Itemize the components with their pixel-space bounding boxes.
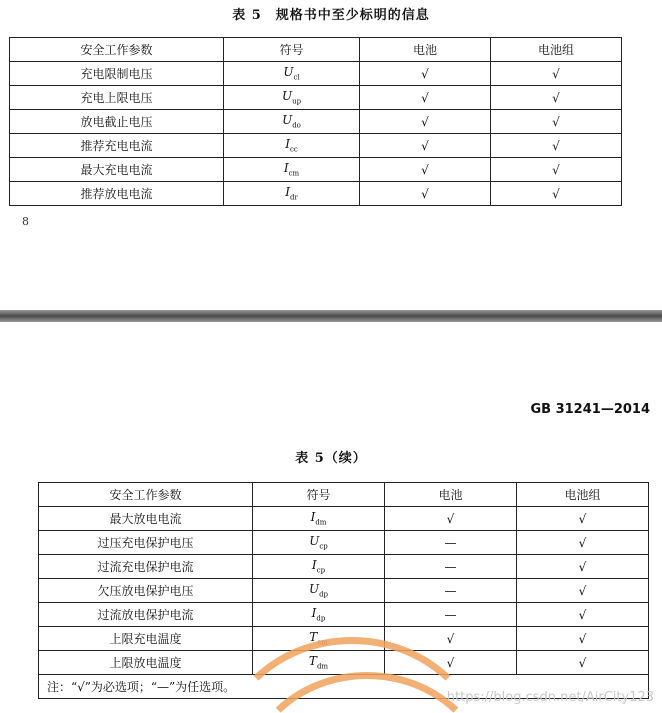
table-row [39,627,649,651]
document-page-bottom [0,322,662,713]
symbol-cell: $I_{cm}$ [224,158,360,182]
symbol-cell: $I_{cp}$ [253,555,385,579]
cell-mark: √ [385,651,517,675]
cell-mark: √ [360,62,491,86]
cell-mark: — [385,603,517,627]
pack-mark: √ [491,182,622,206]
pack-mark: √ [517,507,649,531]
table-row [39,555,649,579]
cell-mark: √ [385,627,517,651]
table-row [10,134,622,158]
page-number: 8 [22,215,29,228]
cell-mark: — [385,579,517,603]
cell-mark: √ [360,86,491,110]
param-cell: 过压充电保护电压 [39,531,253,555]
param-cell: 放电截止电压 [10,110,224,134]
pack-mark: √ [491,110,622,134]
table-row [10,86,622,110]
symbol-cell: $T_{cm}$ [253,627,385,651]
header-param: 安全工作参数 [39,483,253,507]
pack-mark: √ [517,555,649,579]
cell-mark: √ [360,110,491,134]
param-cell: 过流放电保护电流 [39,603,253,627]
header-pack: 电池组 [517,483,649,507]
table-row [10,158,622,182]
table-caption: 表 5 规格书中至少标明的信息 [232,8,430,23]
pack-mark: √ [517,651,649,675]
pack-mark: √ [491,86,622,110]
header-symbol: 符号 [224,38,360,62]
symbol-cell: $T_{dm}$ [253,651,385,675]
cell-mark: √ [360,158,491,182]
pack-mark: √ [517,603,649,627]
param-cell: 充电限制电压 [10,62,224,86]
param-cell: 过流充电保护电流 [39,555,253,579]
param-cell: 最大放电电流 [39,507,253,531]
table-header-row [39,483,649,507]
header-cell: 电池 [385,483,517,507]
param-cell: 推荐充电电流 [10,134,224,158]
symbol-cell: $U_{up}$ [224,86,360,110]
cell-mark: — [385,531,517,555]
symbol-cell: $I_{dm}$ [253,507,385,531]
param-cell: 充电上限电压 [10,86,224,110]
pack-mark: √ [517,579,649,603]
table-row [10,182,622,206]
table-row [39,651,649,675]
param-cell: 推荐放电电流 [10,182,224,206]
table-header-row [10,38,622,62]
table-row [10,62,622,86]
table-row [39,531,649,555]
param-cell: 欠压放电保护电压 [39,579,253,603]
header-pack: 电池组 [491,38,622,62]
cell-mark: √ [360,134,491,158]
watermark-url: https://blog.csdn.net/AirCity123 [446,690,654,705]
param-cell: 上限放电温度 [39,651,253,675]
header-param: 安全工作参数 [10,38,224,62]
symbol-cell: $U_{cp}$ [253,531,385,555]
symbol-cell: $U_{do}$ [224,110,360,134]
pack-mark: √ [517,531,649,555]
symbol-cell: $I_{cc}$ [224,134,360,158]
param-cell: 上限充电温度 [39,627,253,651]
standard-code: GB 31241—2014 [530,402,650,417]
table-caption-continued: 表 5（续） [295,451,367,466]
param-cell: 最大充电电流 [10,158,224,182]
header-symbol: 符号 [253,483,385,507]
symbol-cell: $I_{dr}$ [224,182,360,206]
symbol-cell: $I_{dp}$ [253,603,385,627]
header-cell: 电池 [360,38,491,62]
table-row [39,579,649,603]
table-row [10,110,622,134]
pack-mark: √ [491,158,622,182]
symbol-cell: $U_{dp}$ [253,579,385,603]
table-row [39,507,649,531]
spec-table [9,37,622,206]
page-separator [0,310,662,322]
spec-table-continued [38,482,649,699]
pack-mark: √ [491,134,622,158]
pack-mark: √ [517,627,649,651]
pack-mark: √ [491,62,622,86]
table-row [39,603,649,627]
document-page-top [0,0,662,310]
cell-mark: — [385,555,517,579]
symbol-cell: $U_{cl}$ [224,62,360,86]
cell-mark: √ [385,507,517,531]
table-note: 注：“√”为必选项；“—”为任选项。 [39,675,649,699]
cell-mark: √ [360,182,491,206]
